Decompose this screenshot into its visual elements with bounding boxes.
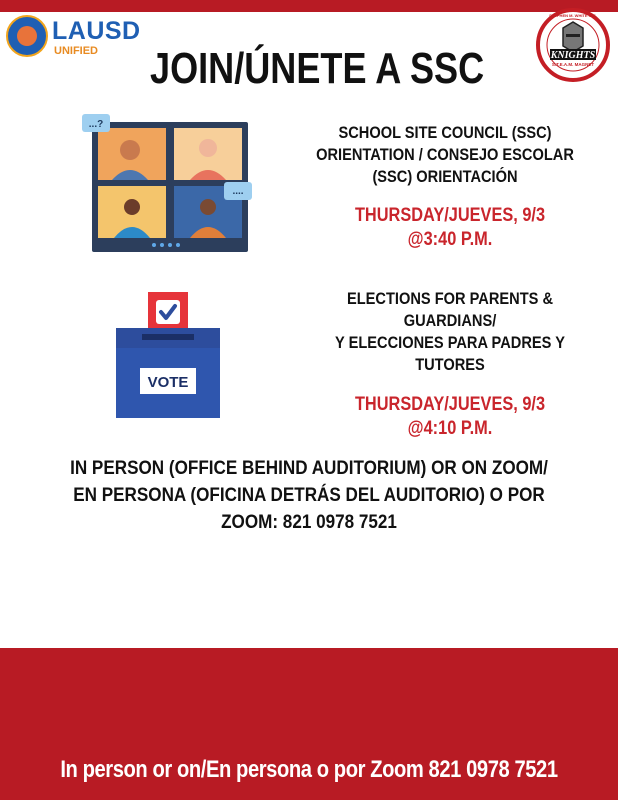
event-1-date-line: THURSDAY/JUEVES, 9/3 — [354, 205, 546, 226]
event-1-title-line: ORIENTATION / CONSEJO ESCOLAR — [316, 145, 574, 164]
event-2-title-line: TUTORES — [415, 355, 485, 374]
ballot-box-icon — [112, 292, 224, 420]
event-2-title-line: ELECTIONS FOR PARENTS & — [346, 289, 554, 308]
event-1-title-line: (SSC) ORIENTACIÓN — [372, 167, 518, 186]
knights-logo-ring-text: STEPHEN M. WHITE M.S. — [549, 13, 597, 18]
event-1-date — [300, 204, 600, 252]
vote-label: VOTE — [147, 374, 189, 391]
event-2-title — [290, 288, 610, 376]
lausd-unified-label: UNIFIED — [54, 45, 98, 57]
video-call-icon — [80, 112, 252, 254]
top-accent-bar — [0, 0, 618, 12]
event-2-date-line: THURSDAY/JUEVES, 9/3 — [354, 394, 546, 415]
chat-bubble-right-text: .... — [232, 186, 244, 197]
location-line: EN PERSONA (OFICINA DETRÁS DEL AUDITORIO) O POR — [73, 485, 545, 506]
event-1-title — [290, 122, 600, 188]
location-line: ZOOM: 821 0978 7521 — [221, 512, 397, 533]
page-title: JOIN/ÚNETE A SSC — [150, 44, 485, 93]
event-2-date — [300, 393, 600, 441]
knights-logo-text: KNIGHTS — [550, 50, 596, 61]
location-info — [44, 455, 575, 536]
knights-logo-subtext: S.T.E.A.M. MAGNET — [551, 62, 595, 67]
knights-school-logo — [536, 8, 610, 82]
lausd-seal-icon — [6, 15, 48, 57]
location-line: IN PERSON (OFFICE BEHIND AUDITORIUM) OR ON ZOOM/ — [70, 458, 548, 479]
chat-bubble-left-text: ...? — [88, 119, 104, 130]
event-2-title-line: GUARDIANS/ — [403, 311, 497, 330]
footer-text: In person or on/En persona o por Zoom 821 0978 7521 — [60, 756, 558, 783]
event-2-title-line: Y ELECCIONES PARA PADRES Y — [335, 333, 565, 352]
lausd-wordmark: LAUSD — [52, 17, 141, 45]
event-1-time-line: @3:40 P.M. — [407, 229, 493, 250]
lausd-logo — [6, 15, 156, 59]
event-2-time-line: @4:10 P.M. — [407, 418, 493, 439]
event-1-title-line: SCHOOL SITE COUNCIL (SSC) — [338, 123, 552, 142]
